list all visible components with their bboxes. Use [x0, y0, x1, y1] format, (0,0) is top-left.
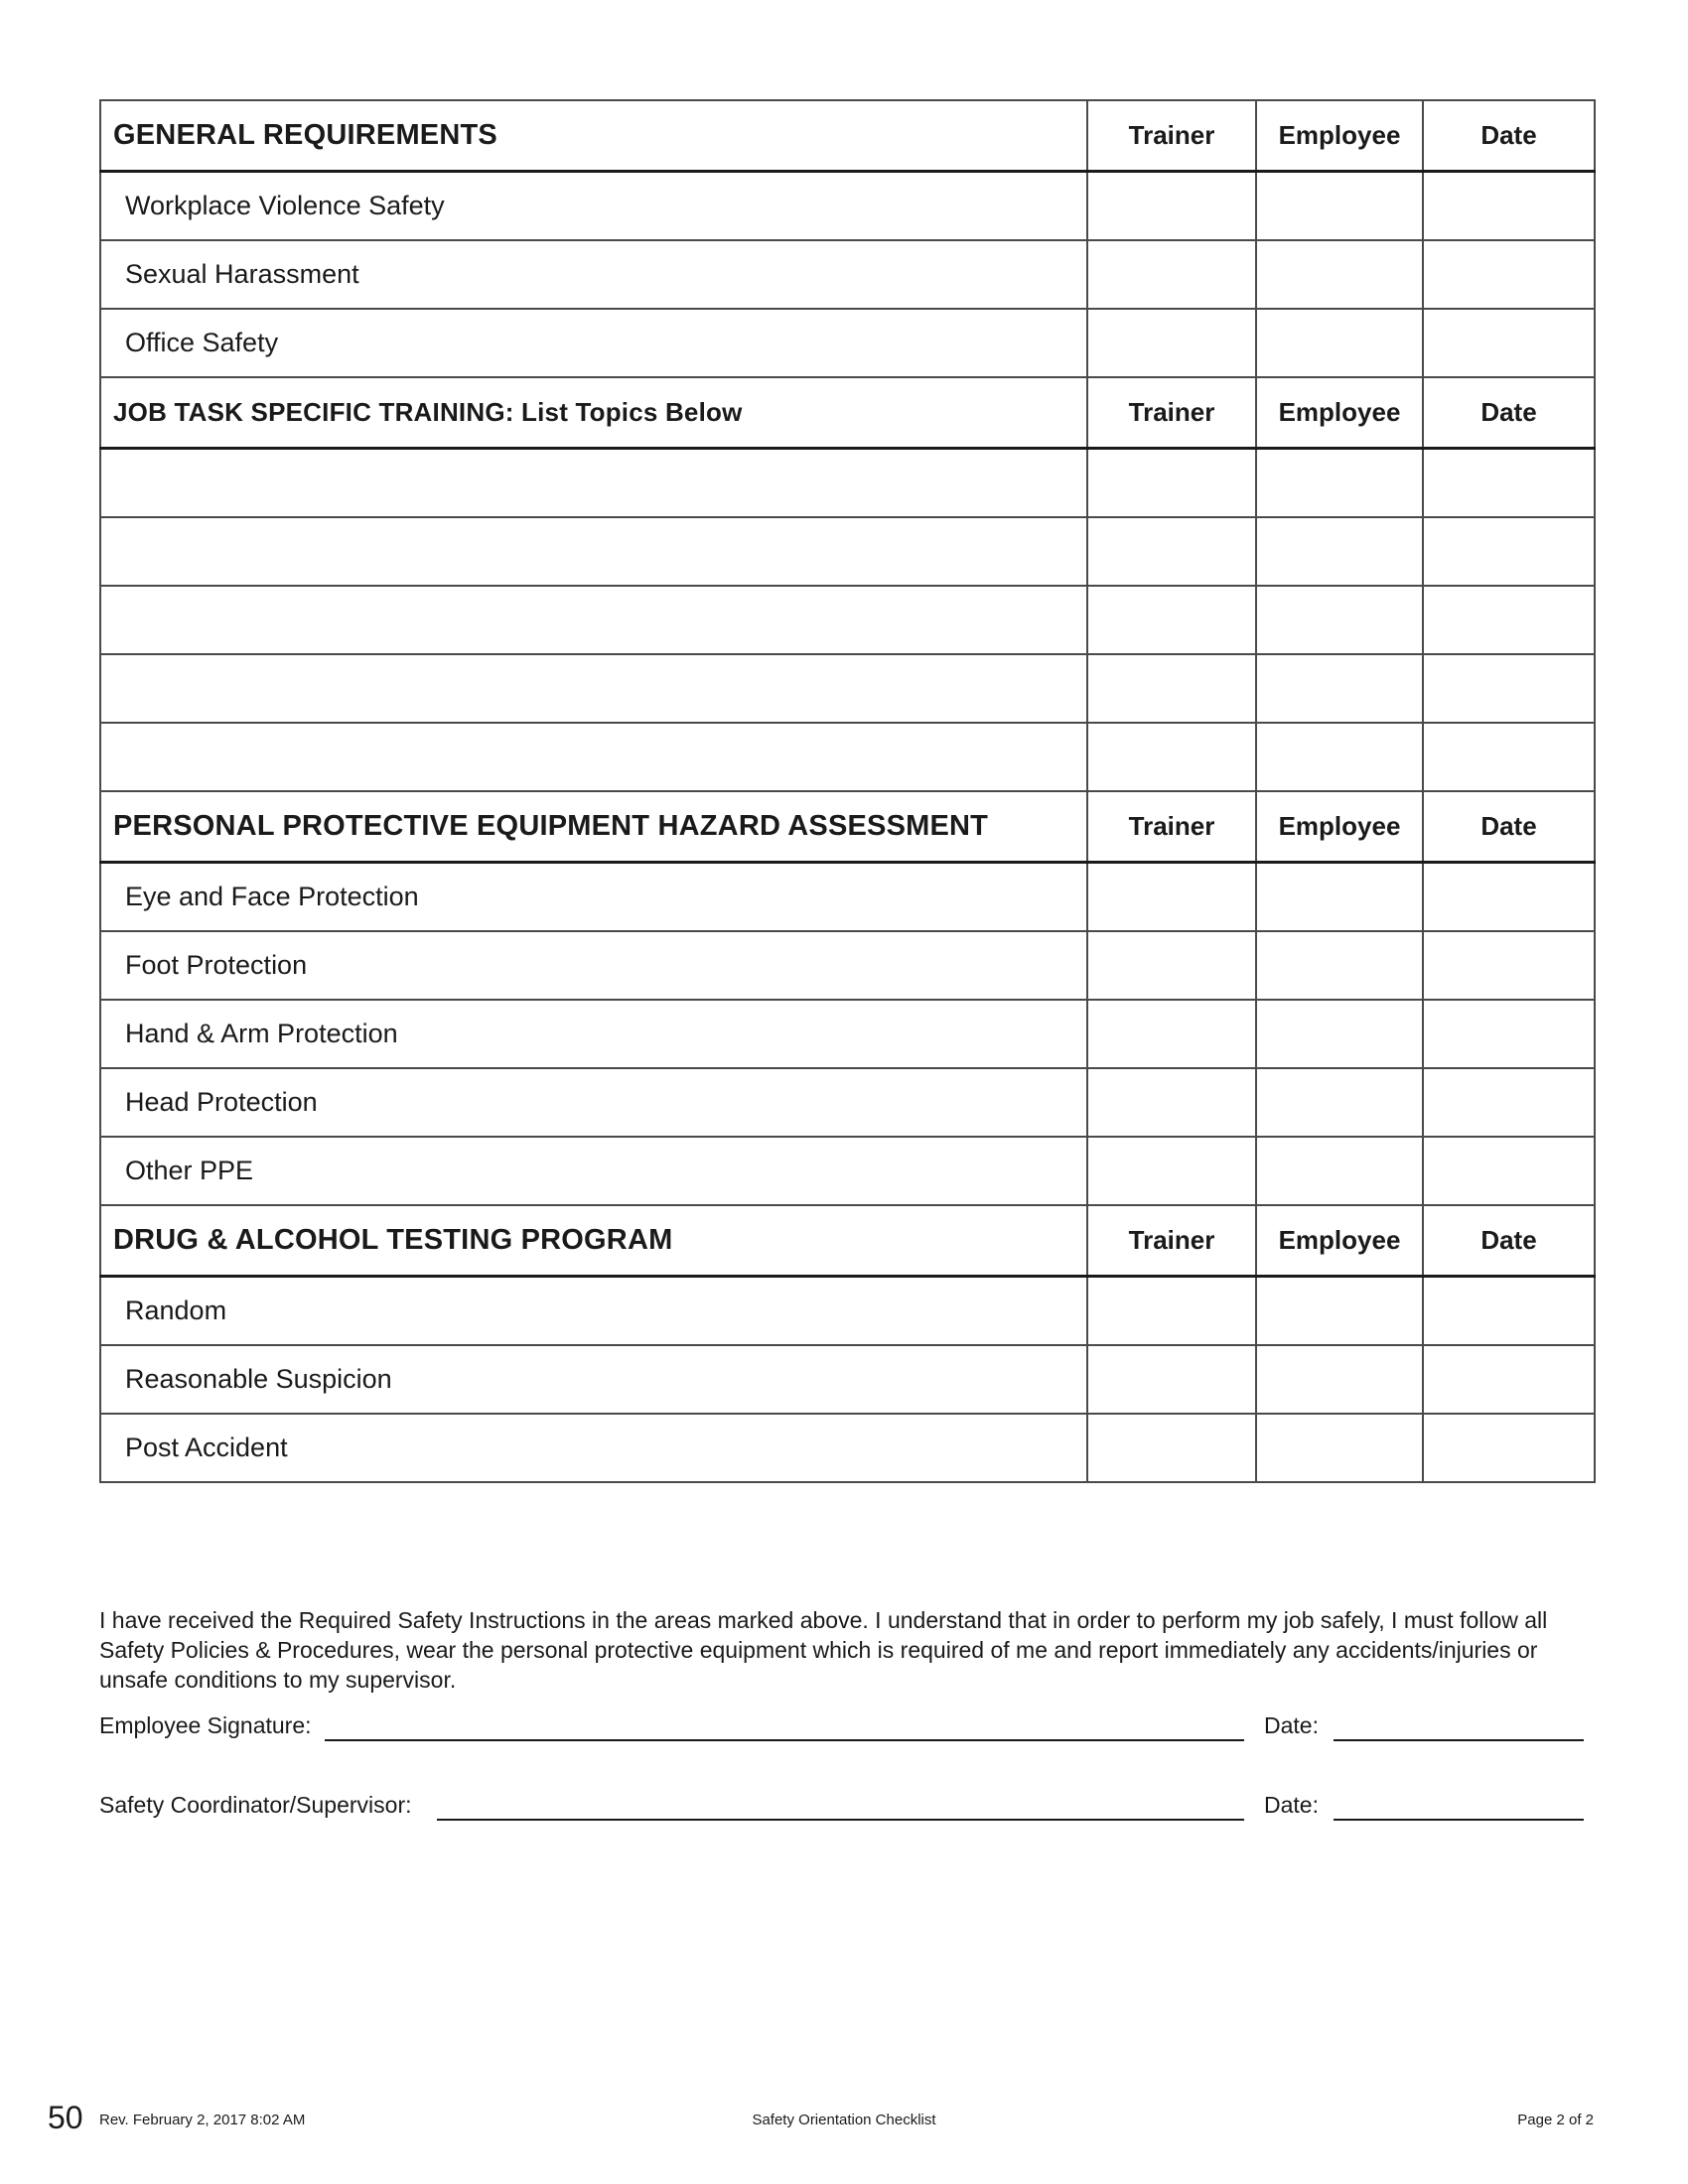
section-title: DRUG & ALCOHOL TESTING PROGRAM [100, 1205, 1087, 1277]
item-label: Workplace Violence Safety [100, 172, 1087, 241]
employee-initial-cell[interactable] [1256, 172, 1423, 241]
table-row [100, 1137, 1595, 1205]
table-row [100, 517, 1595, 586]
date-cell[interactable] [1423, 449, 1595, 518]
employee-initial-cell[interactable] [1256, 723, 1423, 791]
table-row [100, 240, 1595, 309]
item-label: Hand & Arm Protection [100, 1000, 1087, 1068]
date-column-header: Date [1423, 100, 1595, 172]
item-label: Reasonable Suspicion [100, 1345, 1087, 1414]
date-cell[interactable] [1423, 1137, 1595, 1205]
date-cell[interactable] [1423, 1068, 1595, 1137]
trainer-column-header: Trainer [1087, 791, 1256, 863]
trainer-column-header: Trainer [1087, 377, 1256, 449]
item-label: Random [100, 1277, 1087, 1346]
page-count: Page 2 of 2 [1517, 2112, 1594, 2128]
employee-date-label: Date: [1264, 1712, 1319, 1738]
table-row [100, 1345, 1595, 1414]
trainer-initial-cell[interactable] [1087, 1000, 1256, 1068]
employee-signature-field[interactable] [325, 1739, 1244, 1741]
trainer-initial-cell[interactable] [1087, 863, 1256, 932]
section-header-job-task-training [100, 377, 1595, 449]
item-label: Eye and Face Protection [100, 863, 1087, 932]
employee-initial-cell[interactable] [1256, 309, 1423, 377]
employee-column-header: Employee [1256, 791, 1423, 863]
date-cell[interactable] [1423, 1277, 1595, 1346]
employee-initial-cell[interactable] [1256, 654, 1423, 723]
employee-initial-cell[interactable] [1256, 863, 1423, 932]
section-title: JOB TASK SPECIFIC TRAINING: List Topics Below [100, 377, 1087, 449]
employee-column-header: Employee [1256, 377, 1423, 449]
employee-column-header: Employee [1256, 100, 1423, 172]
table-row [100, 863, 1595, 932]
supervisor-date-label: Date: [1264, 1792, 1319, 1818]
table-row [100, 1277, 1595, 1346]
section-header-drug-alcohol-testing [100, 1205, 1595, 1277]
trainer-initial-cell[interactable] [1087, 1345, 1256, 1414]
date-cell[interactable] [1423, 172, 1595, 241]
date-column-header: Date [1423, 377, 1595, 449]
topic-entry-cell[interactable] [100, 517, 1087, 586]
employee-initial-cell[interactable] [1256, 586, 1423, 654]
trainer-initial-cell[interactable] [1087, 1277, 1256, 1346]
acknowledgement-statement: I have received the Required Safety Instructions in the areas marked above. I understand that in order to perform my job safely, I must follow all Safety Policies & Procedures, wear the personal protective equipment which is required of me and report immediately any accidents/injuries or unsafe conditions to my supervisor. [99, 1607, 1548, 1693]
supervisor-date-field[interactable] [1334, 1819, 1584, 1821]
date-cell[interactable] [1423, 309, 1595, 377]
date-cell[interactable] [1423, 240, 1595, 309]
employee-initial-cell[interactable] [1256, 449, 1423, 518]
section-header-ppe-hazard-assessment [100, 791, 1595, 863]
table-row [100, 449, 1595, 518]
date-column-header: Date [1423, 791, 1595, 863]
supervisor-signature-field[interactable] [437, 1819, 1244, 1821]
date-column-header: Date [1423, 1205, 1595, 1277]
employee-column-header: Employee [1256, 1205, 1423, 1277]
table-row [100, 931, 1595, 1000]
trainer-initial-cell[interactable] [1087, 1137, 1256, 1205]
trainer-column-header: Trainer [1087, 1205, 1256, 1277]
topic-entry-cell[interactable] [100, 449, 1087, 518]
document-title: Safety Orientation Checklist [752, 2112, 936, 2128]
table-row [100, 1068, 1595, 1137]
employee-initial-cell[interactable] [1256, 1137, 1423, 1205]
topic-entry-cell[interactable] [100, 654, 1087, 723]
employee-initial-cell[interactable] [1256, 1000, 1423, 1068]
table-row [100, 654, 1595, 723]
employee-signature-line [99, 1709, 1594, 1745]
trainer-initial-cell[interactable] [1087, 654, 1256, 723]
date-cell[interactable] [1423, 1414, 1595, 1482]
trainer-initial-cell[interactable] [1087, 931, 1256, 1000]
table-row [100, 309, 1595, 377]
trainer-column-header: Trainer [1087, 100, 1256, 172]
trainer-initial-cell[interactable] [1087, 723, 1256, 791]
date-cell[interactable] [1423, 1000, 1595, 1068]
date-cell[interactable] [1423, 586, 1595, 654]
item-label: Head Protection [100, 1068, 1087, 1137]
revision-date: Rev. February 2, 2017 8:02 AM [99, 2112, 306, 2128]
date-cell[interactable] [1423, 723, 1595, 791]
trainer-initial-cell[interactable] [1087, 309, 1256, 377]
section-title: PERSONAL PROTECTIVE EQUIPMENT HAZARD ASSESSMENT [100, 791, 1087, 863]
table-row [100, 723, 1595, 791]
employee-initial-cell[interactable] [1256, 1345, 1423, 1414]
item-label: Office Safety [100, 309, 1087, 377]
page-footer [0, 2100, 1688, 2139]
trainer-initial-cell[interactable] [1087, 586, 1256, 654]
item-label: Post Accident [100, 1414, 1087, 1482]
item-label: Sexual Harassment [100, 240, 1087, 309]
table-row [100, 1414, 1595, 1482]
section-header-general-requirements [100, 100, 1595, 172]
trainer-initial-cell[interactable] [1087, 1414, 1256, 1482]
employee-initial-cell[interactable] [1256, 931, 1423, 1000]
table-row [100, 1000, 1595, 1068]
date-cell[interactable] [1423, 863, 1595, 932]
page-number: 50 [48, 2100, 83, 2135]
table-row [100, 586, 1595, 654]
employee-initial-cell[interactable] [1256, 240, 1423, 309]
safety-checklist-table [99, 99, 1596, 1483]
employee-initial-cell[interactable] [1256, 517, 1423, 586]
supervisor-signature-label: Safety Coordinator/Supervisor: [99, 1792, 412, 1818]
date-cell[interactable] [1423, 517, 1595, 586]
trainer-initial-cell[interactable] [1087, 240, 1256, 309]
trainer-initial-cell[interactable] [1087, 1068, 1256, 1137]
trainer-initial-cell[interactable] [1087, 449, 1256, 518]
table-row [100, 172, 1595, 241]
item-label: Other PPE [100, 1137, 1087, 1205]
trainer-initial-cell[interactable] [1087, 172, 1256, 241]
trainer-initial-cell[interactable] [1087, 517, 1256, 586]
topic-entry-cell[interactable] [100, 723, 1087, 791]
employee-signature-label: Employee Signature: [99, 1712, 312, 1738]
supervisor-signature-line [99, 1789, 1594, 1825]
date-cell[interactable] [1423, 1345, 1595, 1414]
topic-entry-cell[interactable] [100, 586, 1087, 654]
date-cell[interactable] [1423, 654, 1595, 723]
item-label: Foot Protection [100, 931, 1087, 1000]
section-title: GENERAL REQUIREMENTS [100, 100, 1087, 172]
employee-initial-cell[interactable] [1256, 1414, 1423, 1482]
date-cell[interactable] [1423, 931, 1595, 1000]
employee-initial-cell[interactable] [1256, 1277, 1423, 1346]
employee-initial-cell[interactable] [1256, 1068, 1423, 1137]
employee-date-field[interactable] [1334, 1739, 1584, 1741]
